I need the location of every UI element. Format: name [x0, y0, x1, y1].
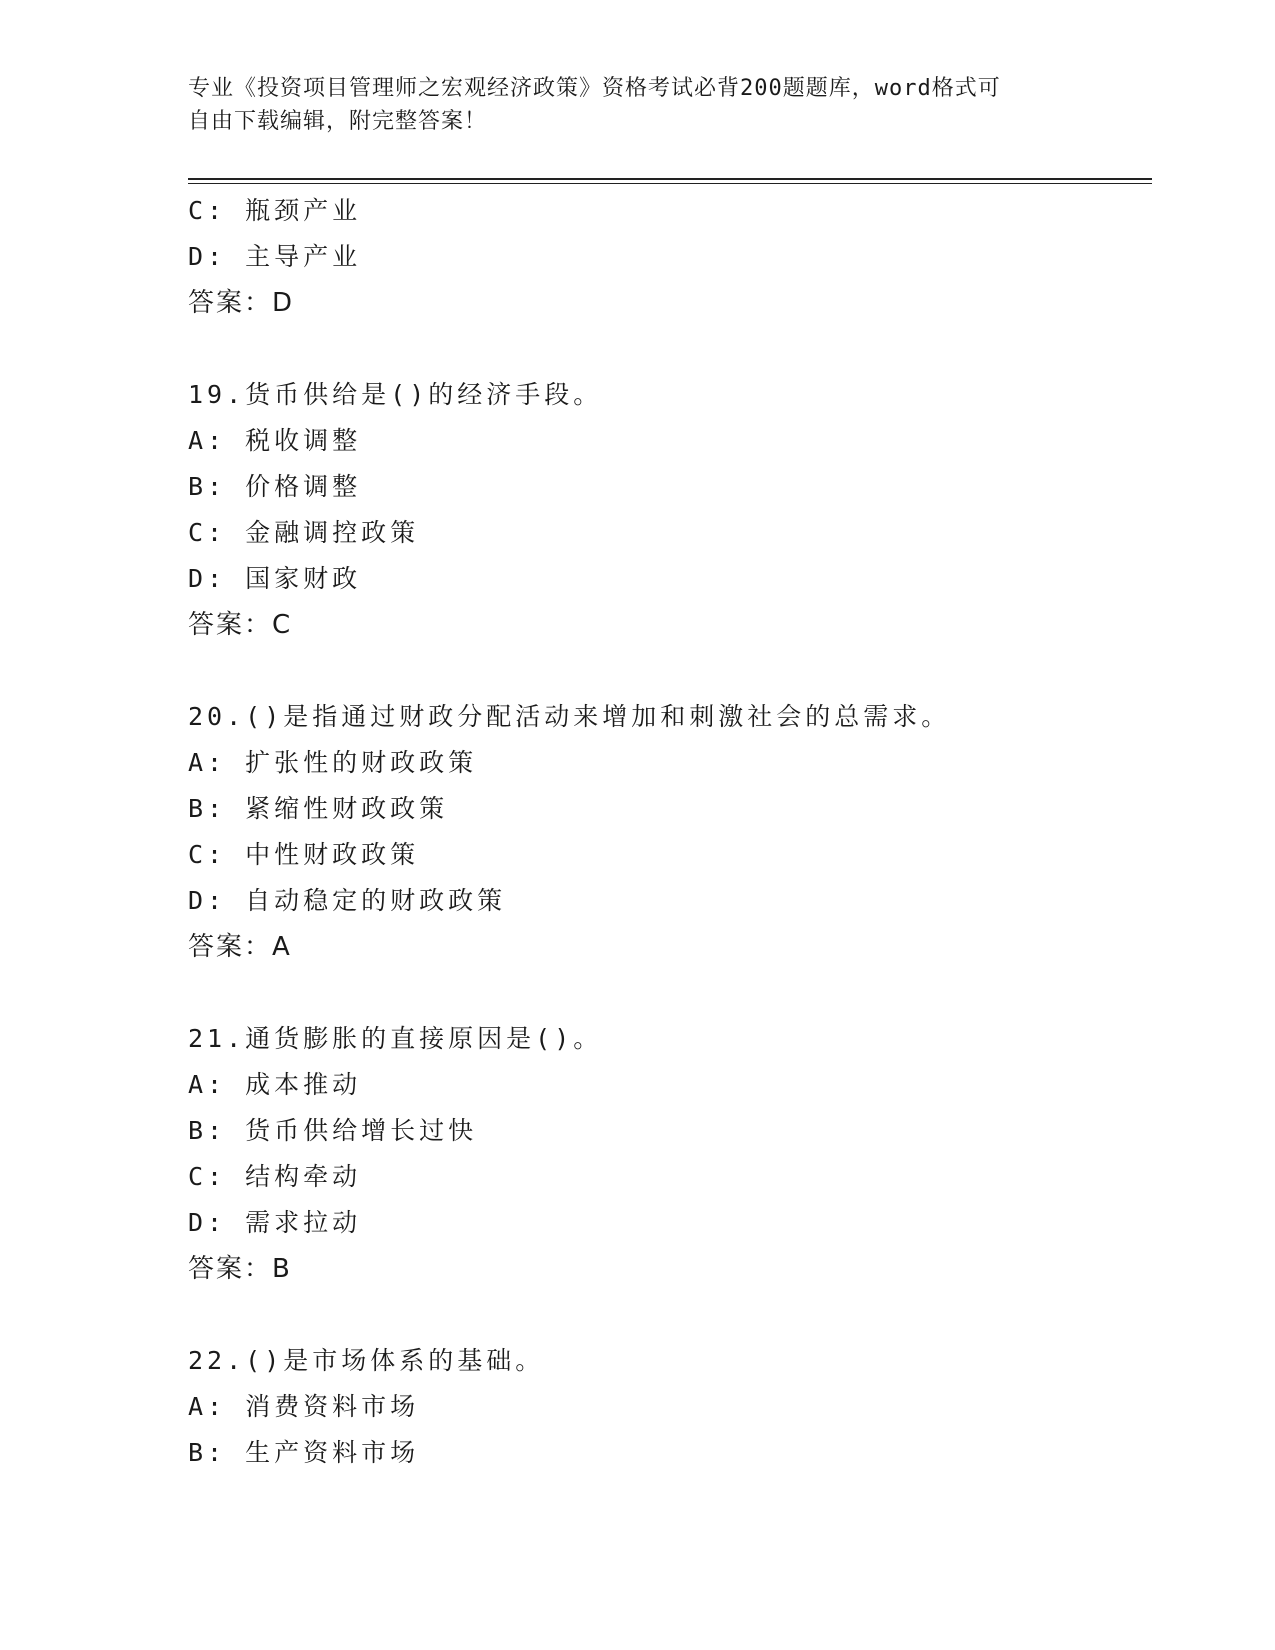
question-block-partial	[188, 188, 1148, 326]
question-block-21	[188, 1016, 1148, 1292]
answer-line: 答案：D	[188, 288, 295, 318]
spacer	[188, 326, 1148, 372]
question-title: 22.()是市场体系的基础。	[188, 1346, 545, 1375]
option-d: D: 需求拉动	[188, 1208, 362, 1237]
option-b: B: 生产资料市场	[188, 1438, 420, 1467]
question-block-19	[188, 372, 1148, 648]
option-d: D: 国家财政	[188, 564, 362, 593]
spacer	[188, 1292, 1148, 1338]
option-a: A: 消费资料市场	[188, 1392, 420, 1421]
question-title: 20.()是指通过财政分配活动来增加和刺激社会的总需求。	[188, 702, 951, 731]
option-c: C: 结构牵动	[188, 1162, 362, 1191]
option-b: B: 价格调整	[188, 472, 362, 501]
header-line-2: 自由下载编辑，附完整答案！	[188, 109, 488, 134]
question-title: 21.通货膨胀的直接原因是()。	[188, 1024, 603, 1053]
question-block-22	[188, 1338, 1148, 1476]
option-b: B: 货币供给增长过快	[188, 1116, 478, 1145]
question-block-20	[188, 694, 1148, 970]
document-header	[188, 72, 1088, 138]
option-a: A: 成本推动	[188, 1070, 362, 1099]
spacer	[188, 970, 1148, 1016]
header-divider-thin	[188, 183, 1152, 184]
spacer	[188, 648, 1148, 694]
question-title: 19.货币供给是()的经济手段。	[188, 380, 603, 409]
option-c: C: 中性财政政策	[188, 840, 420, 869]
option-d: D: 自动稳定的财政政策	[188, 886, 507, 915]
header-divider-thick	[188, 178, 1152, 180]
question-list	[188, 188, 1148, 1476]
option-d: D: 主导产业	[188, 242, 362, 271]
answer-line: 答案：A	[188, 932, 292, 962]
option-c: C: 瓶颈产业	[188, 196, 362, 225]
option-a: A: 扩张性的财政政策	[188, 748, 478, 777]
option-b: B: 紧缩性财政政策	[188, 794, 449, 823]
answer-line: 答案：B	[188, 1254, 292, 1284]
answer-line: 答案：C	[188, 610, 293, 640]
header-line-1: 专业《投资项目管理师之宏观经济政策》资格考试必背200题题库，word格式可	[188, 76, 1001, 101]
option-a: A: 税收调整	[188, 426, 362, 455]
option-c: C: 金融调控政策	[188, 518, 420, 547]
